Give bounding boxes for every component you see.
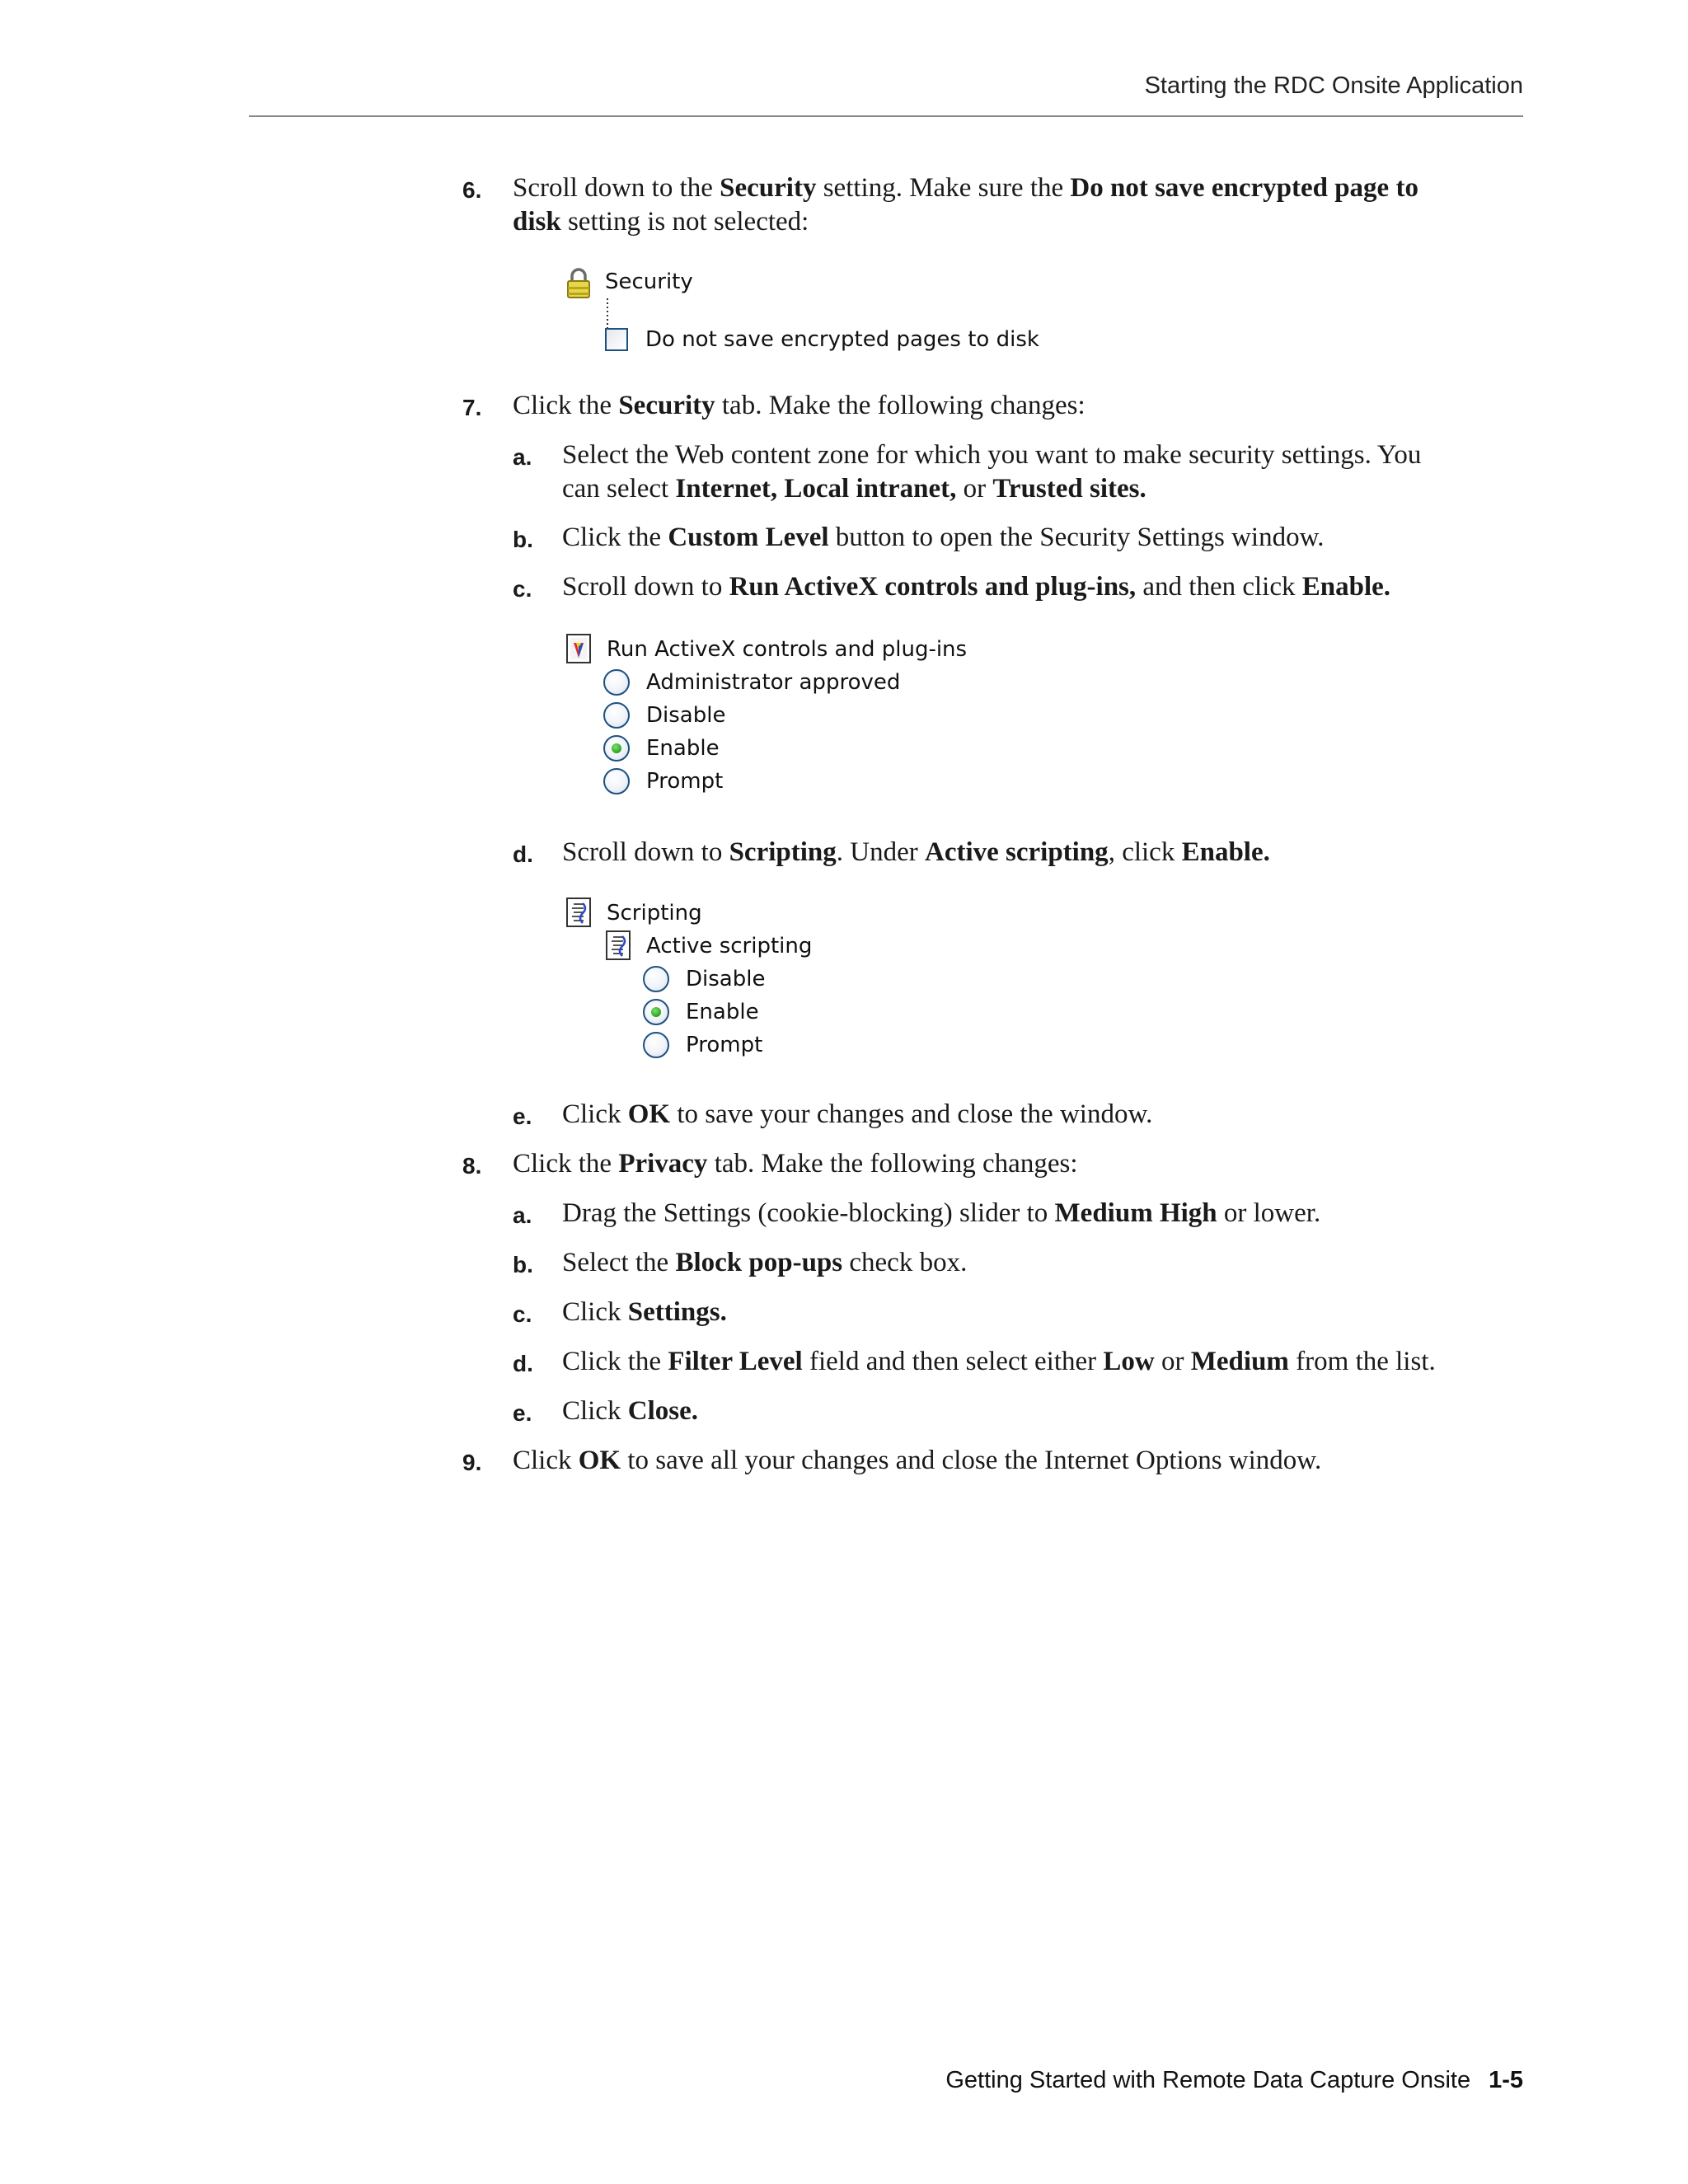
substep-letter: c. (513, 1301, 532, 1327)
bold-term: disk (513, 207, 561, 237)
radio-selected-dot (612, 743, 621, 753)
bold-term: Block pop-ups (675, 1248, 843, 1277)
bold-term: Medium High (1054, 1198, 1217, 1228)
substep-letter: b. (513, 1252, 533, 1277)
substep-text: Click OK to save your changes and close the window. (562, 1099, 1153, 1129)
substep-text: Click the Filter Level field and then select either Low or Medium from the list. (562, 1347, 1436, 1376)
step-text: Click OK to save all your changes and close the Internet Options window. (513, 1446, 1322, 1475)
bold-term: Settings. (627, 1297, 727, 1327)
step-number: 8. (462, 1153, 482, 1179)
activex-heading: Run ActiveX controls and plug-ins (607, 637, 968, 662)
radio-enable-selected[interactable] (643, 999, 669, 1025)
step-number: 6. (462, 177, 482, 203)
substep-text: Click the Custom Level button to open the Security Settings window. (562, 523, 1325, 552)
bold-term: Privacy (618, 1149, 708, 1179)
substep-text: Select the Web content zone for which you want to make security settings. You can select Internet, Local intranet, or Trusted sites. (562, 440, 1422, 504)
radio-administrator-approved[interactable] (603, 669, 630, 696)
scripting-heading: Scripting (607, 901, 702, 926)
substep-letter: a. (513, 444, 532, 470)
substep-letter: b. (513, 527, 533, 552)
scripting-setting-snapshot (562, 897, 991, 1071)
bold-term: Enable. (1301, 572, 1391, 602)
bold-term: Active scripting (924, 837, 1109, 867)
substep-text: Drag the Settings (cookie-blocking) slider to Medium High or lower. (562, 1198, 1321, 1228)
radio-label: Enable (686, 1000, 759, 1024)
bold-term: Do not save encrypted page to (1070, 173, 1418, 203)
scripting-icon (605, 930, 633, 963)
radio-label: Administrator approved (646, 670, 901, 695)
substep-text: Click Close. (562, 1396, 698, 1426)
bold-term: Trusted sites. (992, 474, 1146, 504)
bold-term: Run ActiveX controls and plug-ins, (729, 572, 1137, 602)
running-header: Starting the RDC Onsite Application (1144, 73, 1523, 99)
substep-text: Scroll down to Run ActiveX controls and plug-ins, and then click Enable. (562, 572, 1391, 602)
step-number: 9. (462, 1450, 482, 1475)
radio-disable[interactable] (603, 702, 630, 729)
lock-icon (564, 267, 593, 300)
radio-label: Disable (686, 967, 766, 991)
radio-prompt[interactable] (603, 768, 630, 794)
bold-term: Close. (627, 1396, 698, 1426)
footer-title: Getting Started with Remote Data Capture Onsite (945, 2067, 1471, 2093)
radio-prompt[interactable] (643, 1032, 669, 1058)
substep-letter: a. (513, 1202, 532, 1228)
page-number: 1-5 (1489, 2067, 1523, 2093)
substep-text: Click Settings. (562, 1297, 727, 1327)
radio-label: Prompt (686, 1033, 763, 1057)
bold-term: Internet, Local intranet, (675, 474, 957, 504)
bold-term: Security (618, 391, 715, 420)
step-text: Scroll down to the Security setting. Make sure the Do not save encrypted page to disk setting is not selected: (513, 173, 1418, 237)
substep-text: Select the Block pop-ups check box. (562, 1248, 968, 1277)
bold-term: Scripting (729, 837, 837, 867)
radio-disable[interactable] (643, 966, 669, 992)
active-scripting-heading: Active scripting (646, 934, 813, 958)
radio-label: Prompt (646, 769, 724, 794)
bold-term: OK (627, 1099, 671, 1129)
tree-connector (606, 298, 609, 331)
page-footer (249, 2067, 1523, 2094)
step-number: 7. (462, 395, 482, 420)
radio-selected-dot (651, 1007, 661, 1017)
bold-term: OK (578, 1446, 621, 1475)
substep-letter: e. (513, 1104, 532, 1129)
substep-text: Scroll down to Scripting. Under Active scripting, click Enable. (562, 837, 1270, 867)
bold-term: Security (720, 173, 817, 203)
security-setting-snapshot (560, 265, 1039, 364)
checkbox-label: Do not save encrypted pages to disk (645, 327, 1039, 352)
header-rule (249, 115, 1523, 117)
substep-letter: d. (513, 1351, 533, 1376)
radio-label: Enable (646, 736, 720, 761)
substep-letter: d. (513, 841, 533, 867)
radio-label: Disable (646, 703, 726, 728)
bold-term: Medium (1190, 1347, 1289, 1376)
substep-letter: e. (513, 1400, 532, 1426)
bold-term: Low (1103, 1347, 1155, 1376)
step-text: Click the Security tab. Make the following changes: (513, 391, 1085, 420)
activex-setting-snapshot (562, 633, 991, 808)
scripting-icon (565, 897, 593, 930)
radio-enable-selected[interactable] (603, 735, 630, 762)
security-heading: Security (605, 269, 693, 294)
do-not-save-checkbox[interactable] (605, 328, 628, 351)
bold-term: Enable. (1181, 837, 1270, 867)
step-text: Click the Privacy tab. Make the following changes: (513, 1149, 1078, 1179)
bold-term: Custom Level (668, 523, 829, 552)
substep-letter: c. (513, 576, 532, 602)
setting-group-icon (565, 633, 593, 666)
bold-term: Filter Level (668, 1347, 803, 1376)
